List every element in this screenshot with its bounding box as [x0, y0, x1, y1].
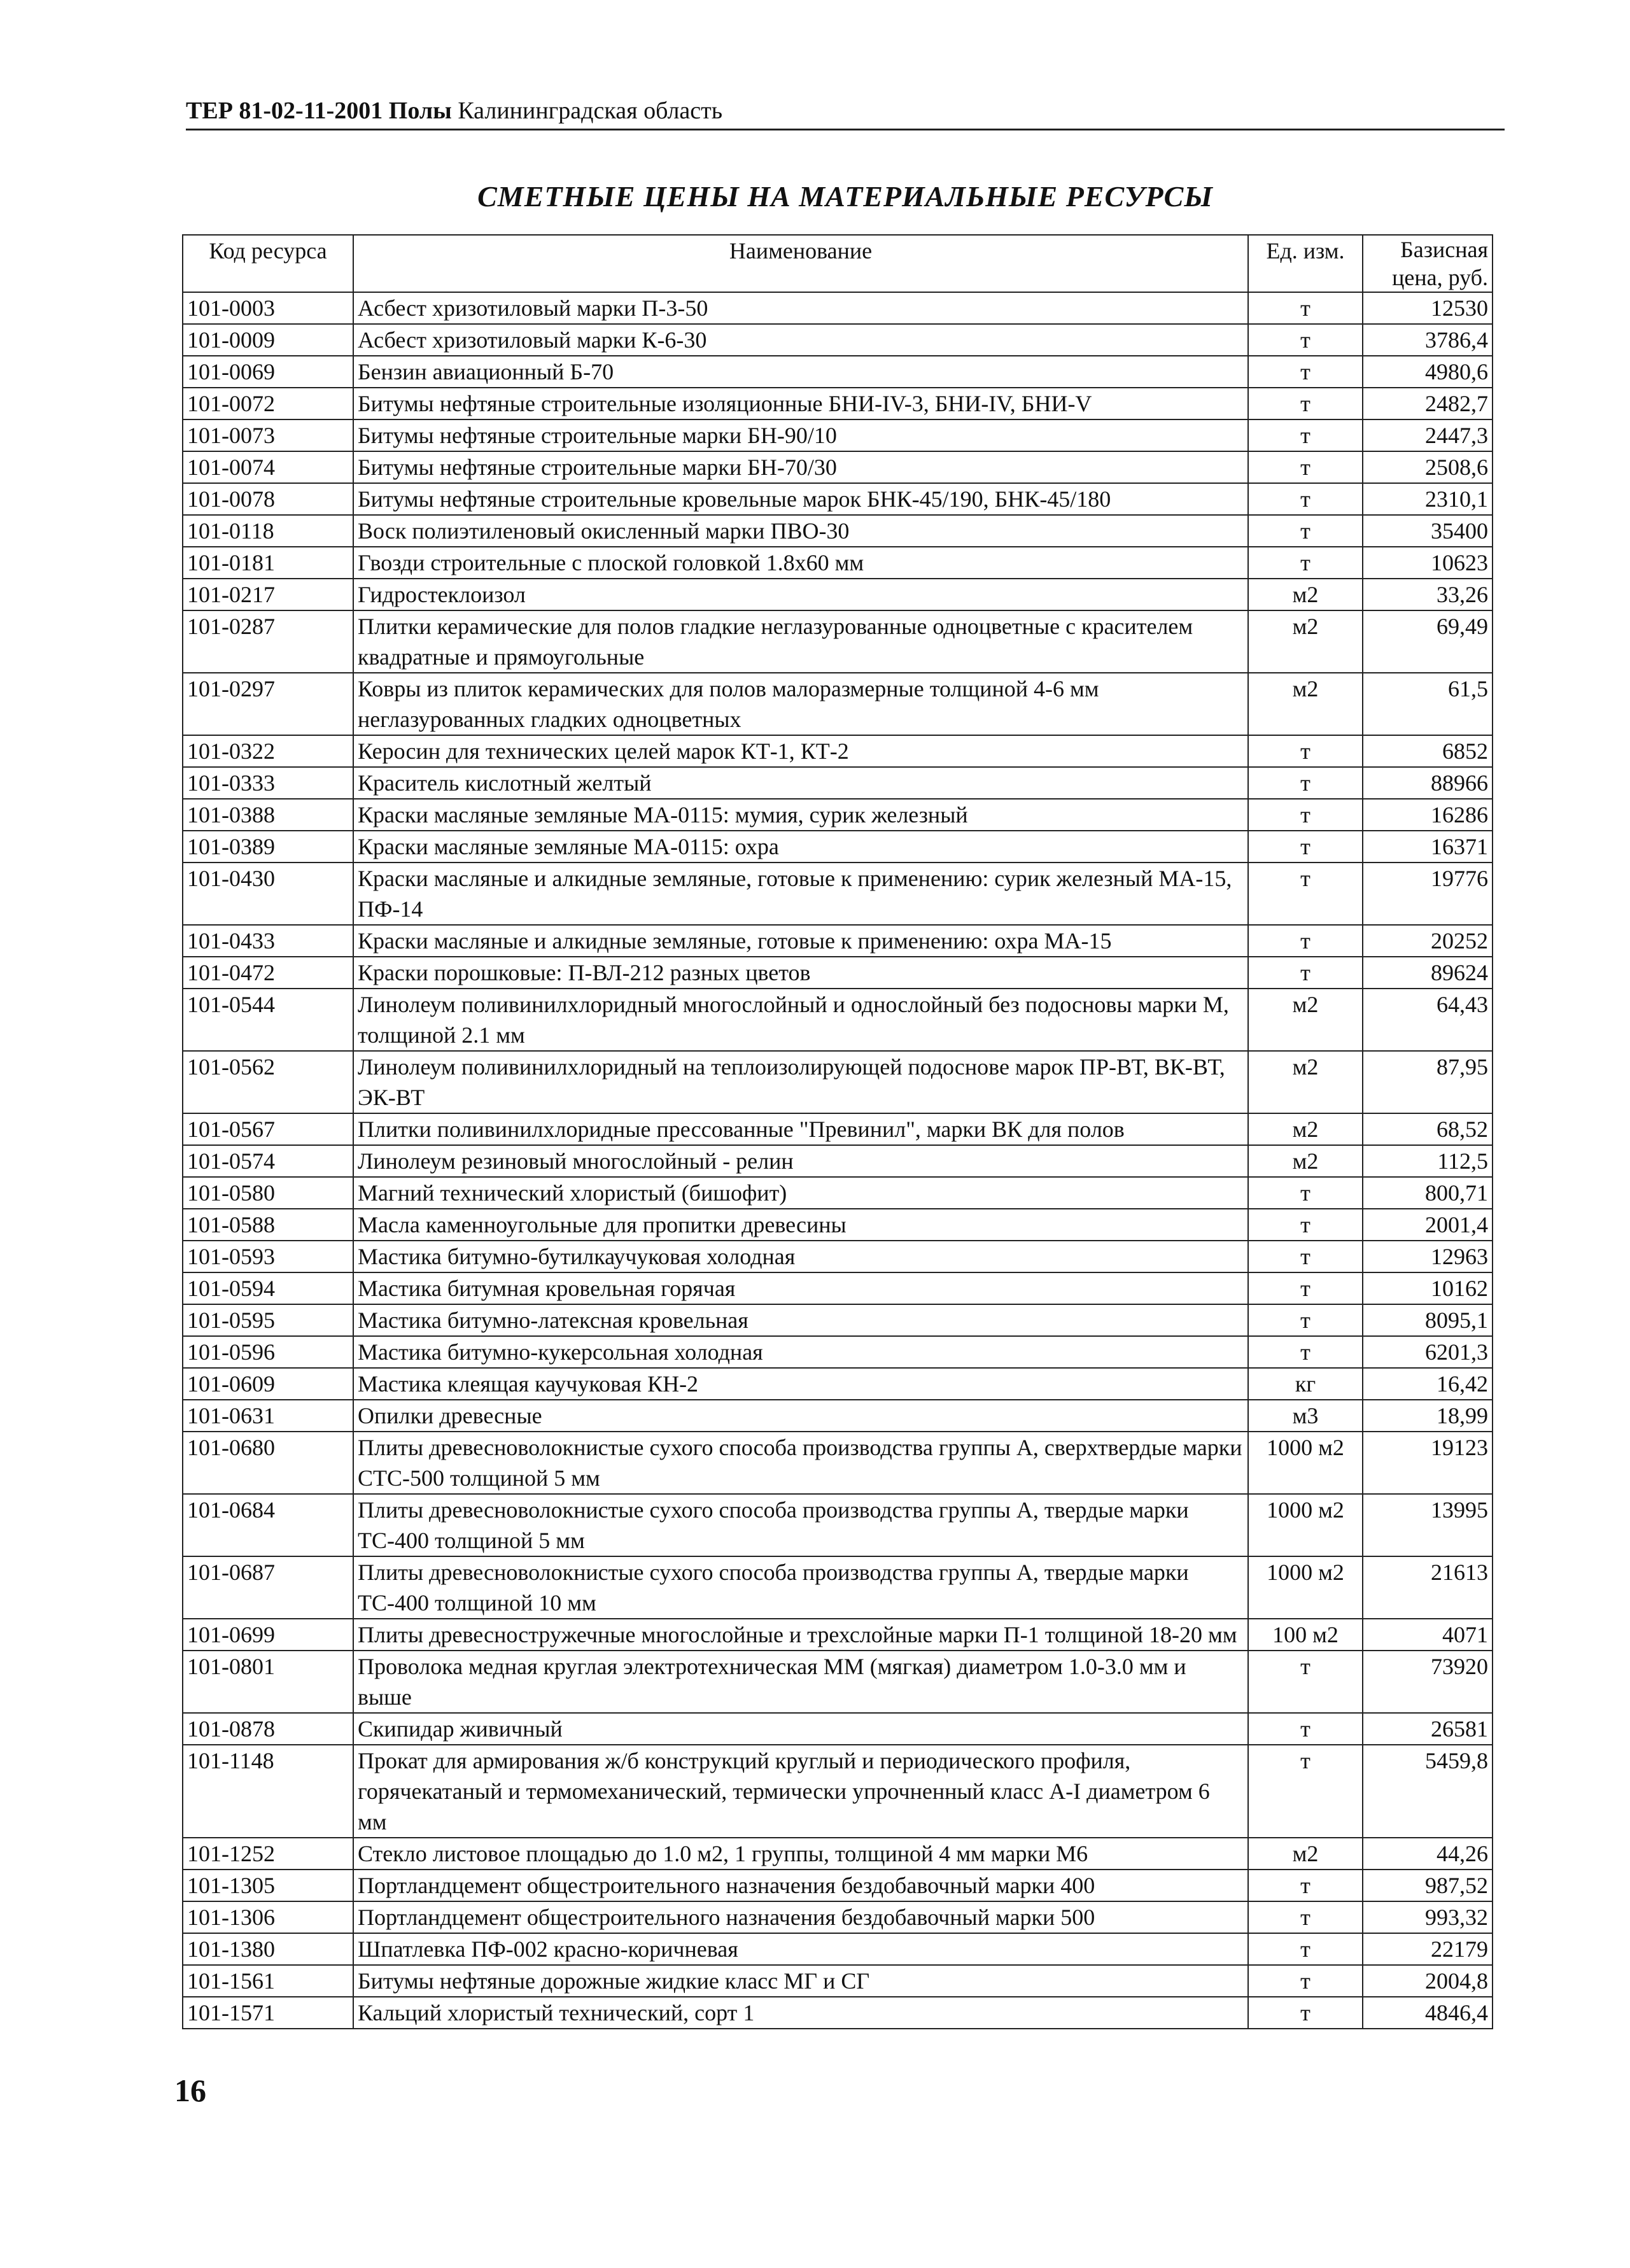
- unit-cell: т: [1248, 483, 1363, 515]
- resource-code-cell: 101-0430: [183, 863, 353, 925]
- table-row: [183, 767, 1493, 799]
- table-row: [183, 1145, 1493, 1177]
- resource-code-cell: 101-0609: [183, 1368, 353, 1400]
- price-cell: 68,52: [1363, 1113, 1493, 1145]
- unit-cell: 100 м2: [1248, 1619, 1363, 1651]
- unit-cell: кг: [1248, 1368, 1363, 1400]
- resource-code-cell: 101-1305: [183, 1870, 353, 1901]
- table-row: [183, 1745, 1493, 1838]
- unit-cell: м2: [1248, 579, 1363, 610]
- resource-name-cell: Гидростеклоизол: [353, 579, 1248, 610]
- price-cell: 10623: [1363, 547, 1493, 579]
- price-cell: 4071: [1363, 1619, 1493, 1651]
- resource-name-cell: Ковры из плиток керамических для полов малоразмерные толщиной 4-6 мм неглазурованных гладких одноцветных: [353, 673, 1248, 735]
- table-row: [183, 579, 1493, 610]
- resource-name-cell: Керосин для технических целей марок КТ-1, КТ-2: [353, 735, 1248, 767]
- price-cell: 22179: [1363, 1933, 1493, 1965]
- resource-name-cell: Мастика битумно-бутилкаучуковая холодная: [353, 1241, 1248, 1272]
- resource-name-cell: Магний технический хлористый (бишофит): [353, 1177, 1248, 1209]
- price-cell: 2310,1: [1363, 483, 1493, 515]
- resource-name-cell: Масла каменноугольные для пропитки древесины: [353, 1209, 1248, 1241]
- unit-cell: т: [1248, 1901, 1363, 1933]
- resource-name-cell: Портландцемент общестроительного назначения бездобавочный марки 400: [353, 1870, 1248, 1901]
- resource-code-cell: 101-1252: [183, 1838, 353, 1870]
- price-cell: 2001,4: [1363, 1209, 1493, 1241]
- unit-cell: т: [1248, 356, 1363, 388]
- table-row: [183, 292, 1493, 324]
- resource-name-cell: Шпатлевка ПФ-002 красно-коричневая: [353, 1933, 1248, 1965]
- unit-cell: т: [1248, 799, 1363, 831]
- resource-name-cell: Краски порошковые: П-ВЛ-212 разных цветов: [353, 957, 1248, 989]
- unit-cell: 1000 м2: [1248, 1494, 1363, 1556]
- unit-cell: т: [1248, 1177, 1363, 1209]
- resource-code-cell: 101-0333: [183, 767, 353, 799]
- price-cell: 87,95: [1363, 1051, 1493, 1113]
- column-header-name: Наименование: [353, 235, 1248, 292]
- table-row: [183, 483, 1493, 515]
- resource-code-cell: 101-0801: [183, 1651, 353, 1713]
- resource-code-cell: 101-0699: [183, 1619, 353, 1651]
- resource-name-cell: Краски масляные и алкидные земляные, готовые к применению: охра МА-15: [353, 925, 1248, 957]
- resource-code-cell: 101-0687: [183, 1556, 353, 1619]
- price-cell: 26581: [1363, 1713, 1493, 1745]
- unit-cell: т: [1248, 925, 1363, 957]
- unit-cell: т: [1248, 1651, 1363, 1713]
- table-row: [183, 735, 1493, 767]
- resource-code-cell: 101-1561: [183, 1965, 353, 1997]
- resource-code-cell: 101-0322: [183, 735, 353, 767]
- resource-code-cell: 101-0596: [183, 1336, 353, 1368]
- unit-cell: т: [1248, 1870, 1363, 1901]
- resource-name-cell: Битумы нефтяные строительные марки БН-90/10: [353, 419, 1248, 451]
- table-row: [183, 673, 1493, 735]
- resource-name-cell: Бензин авиационный Б-70: [353, 356, 1248, 388]
- resource-code-cell: 101-0009: [183, 324, 353, 356]
- price-cell: 35400: [1363, 515, 1493, 547]
- resource-name-cell: Воск полиэтиленовый окисленный марки ПВО-30: [353, 515, 1248, 547]
- resource-name-cell: Кальций хлористый технический, сорт 1: [353, 1997, 1248, 2029]
- resource-name-cell: Проволока медная круглая электротехническая ММ (мягкая) диаметром 1.0-3.0 мм и выше: [353, 1651, 1248, 1713]
- unit-cell: т: [1248, 831, 1363, 863]
- resource-code-cell: 101-0580: [183, 1177, 353, 1209]
- price-cell: 4980,6: [1363, 356, 1493, 388]
- price-cell: 16371: [1363, 831, 1493, 863]
- unit-cell: т: [1248, 292, 1363, 324]
- resource-code-cell: 101-0593: [183, 1241, 353, 1272]
- region-name: Калининградская область: [458, 97, 723, 124]
- resource-name-cell: Битумы нефтяные строительные марки БН-70/30: [353, 451, 1248, 483]
- resource-price-table: [182, 234, 1493, 2029]
- resource-name-cell: Линолеум резиновый многослойный - релин: [353, 1145, 1248, 1177]
- table-row: [183, 1997, 1493, 2029]
- price-cell: 21613: [1363, 1556, 1493, 1619]
- resource-name-cell: Линолеум поливинилхлоридный многослойный и однослойный без подосновы марки М, толщиной 2.1 мм: [353, 989, 1248, 1051]
- resource-code-cell: 101-0217: [183, 579, 353, 610]
- table-row: [183, 1336, 1493, 1368]
- unit-cell: т: [1248, 1713, 1363, 1745]
- table-row: [183, 1494, 1493, 1556]
- unit-cell: т: [1248, 547, 1363, 579]
- resource-code-cell: 101-0072: [183, 388, 353, 419]
- resource-code-cell: 101-0389: [183, 831, 353, 863]
- resource-name-cell: Гвозди строительные с плоской головкой 1.8x60 мм: [353, 547, 1248, 579]
- table-row: [183, 1432, 1493, 1494]
- resource-code-cell: 101-0003: [183, 292, 353, 324]
- unit-cell: м2: [1248, 673, 1363, 735]
- price-cell: 12963: [1363, 1241, 1493, 1272]
- table-row: [183, 1209, 1493, 1241]
- table-row: [183, 1113, 1493, 1145]
- price-cell: 33,26: [1363, 579, 1493, 610]
- resource-name-cell: Плиты древесноволокнистые сухого способа производства группы А, сверхтвердые марки СТС-500 толщиной 5 мм: [353, 1432, 1248, 1494]
- resource-code-cell: 101-0078: [183, 483, 353, 515]
- resource-name-cell: Краситель кислотный желтый: [353, 767, 1248, 799]
- resource-code-cell: 101-0472: [183, 957, 353, 989]
- page-number: 16: [174, 2073, 206, 2108]
- resource-name-cell: Плитки керамические для полов гладкие неглазурованные одноцветные с красителем квадратные и прямоугольные: [353, 610, 1248, 673]
- table-header-row: [183, 235, 1493, 292]
- resource-name-cell: Плиты древесностружечные многослойные и трехслойные марки П-1 толщиной 18-20 мм: [353, 1619, 1248, 1651]
- table-row: [183, 1933, 1493, 1965]
- resource-name-cell: Битумы нефтяные дорожные жидкие класс МГ и СГ: [353, 1965, 1248, 1997]
- price-cell: 993,32: [1363, 1901, 1493, 1933]
- resource-name-cell: Плиты древесноволокнистые сухого способа производства группы А, твердые марки ТС-400 толщиной 5 мм: [353, 1494, 1248, 1556]
- price-cell: 18,99: [1363, 1400, 1493, 1432]
- resource-code-cell: 101-1380: [183, 1933, 353, 1965]
- resource-name-cell: Мастика клеящая каучуковая КН-2: [353, 1368, 1248, 1400]
- table-row: [183, 957, 1493, 989]
- resource-name-cell: Асбест хризотиловый марки П-3-50: [353, 292, 1248, 324]
- price-cell: 64,43: [1363, 989, 1493, 1051]
- resource-name-cell: Мастика битумно-кукерсольная холодная: [353, 1336, 1248, 1368]
- price-cell: 16,42: [1363, 1368, 1493, 1400]
- resource-name-cell: Стекло листовое площадью до 1.0 м2, 1 группы, толщиной 4 мм марки М6: [353, 1838, 1248, 1870]
- table-row: [183, 1556, 1493, 1619]
- unit-cell: т: [1248, 863, 1363, 925]
- price-cell: 16286: [1363, 799, 1493, 831]
- resource-name-cell: Линолеум поливинилхлоридный на теплоизолирующей подоснове марок ПР-ВТ, ВК-ВТ, ЭК-ВТ: [353, 1051, 1248, 1113]
- table-row: [183, 419, 1493, 451]
- resource-code-cell: 101-0588: [183, 1209, 353, 1241]
- unit-cell: м2: [1248, 1145, 1363, 1177]
- resource-code-cell: 101-0544: [183, 989, 353, 1051]
- resource-code-cell: 101-0684: [183, 1494, 353, 1556]
- price-cell: 69,49: [1363, 610, 1493, 673]
- table-row: [183, 1901, 1493, 1933]
- price-cell: 5459,8: [1363, 1745, 1493, 1838]
- table-row: [183, 831, 1493, 863]
- resource-code-cell: 101-0118: [183, 515, 353, 547]
- price-cell: 800,71: [1363, 1177, 1493, 1209]
- price-cell: 89624: [1363, 957, 1493, 989]
- table-row: [183, 863, 1493, 925]
- resource-code-cell: 101-0181: [183, 547, 353, 579]
- resource-name-cell: Плитки поливинилхлоридные прессованные "Превинил", марки ВК для полов: [353, 1113, 1248, 1145]
- unit-cell: т: [1248, 324, 1363, 356]
- table-row: [183, 925, 1493, 957]
- table-row: [183, 547, 1493, 579]
- price-cell: 2508,6: [1363, 451, 1493, 483]
- price-cell: 61,5: [1363, 673, 1493, 735]
- table-row: [183, 1051, 1493, 1113]
- price-cell: 88966: [1363, 767, 1493, 799]
- unit-cell: т: [1248, 957, 1363, 989]
- price-cell: 19123: [1363, 1432, 1493, 1494]
- unit-cell: м2: [1248, 989, 1363, 1051]
- table-row: [183, 515, 1493, 547]
- resource-name-cell: Плиты древесноволокнистые сухого способа производства группы А, твердые марки ТС-400 толщиной 10 мм: [353, 1556, 1248, 1619]
- resource-code-cell: 101-0567: [183, 1113, 353, 1145]
- resource-code-cell: 101-0297: [183, 673, 353, 735]
- resource-code-cell: 101-1571: [183, 1997, 353, 2029]
- resource-code-cell: 101-1306: [183, 1901, 353, 1933]
- price-cell: 73920: [1363, 1651, 1493, 1713]
- table-row: [183, 388, 1493, 419]
- unit-cell: т: [1248, 767, 1363, 799]
- table-row: [183, 610, 1493, 673]
- table-row: [183, 1870, 1493, 1901]
- table-row: [183, 1272, 1493, 1304]
- table-row: [183, 1965, 1493, 1997]
- price-cell: 112,5: [1363, 1145, 1493, 1177]
- unit-cell: т: [1248, 1336, 1363, 1368]
- table-row: [183, 1619, 1493, 1651]
- price-cell: 987,52: [1363, 1870, 1493, 1901]
- table-row: [183, 1177, 1493, 1209]
- table-body: [183, 292, 1493, 2029]
- resource-name-cell: Краски масляные земляные МА-0115: охра: [353, 831, 1248, 863]
- resource-name-cell: Краски масляные земляные МА-0115: мумия, сурик железный: [353, 799, 1248, 831]
- price-cell: 44,26: [1363, 1838, 1493, 1870]
- column-header-price: Базисная цена, руб.: [1363, 235, 1493, 292]
- unit-cell: 1000 м2: [1248, 1556, 1363, 1619]
- resource-name-cell: Битумы нефтяные строительные изоляционные БНИ-IV-3, БНИ-IV, БНИ-V: [353, 388, 1248, 419]
- resource-code-cell: 101-0595: [183, 1304, 353, 1336]
- table-row: [183, 1241, 1493, 1272]
- unit-cell: т: [1248, 1965, 1363, 1997]
- price-cell: 2482,7: [1363, 388, 1493, 419]
- page-header: [186, 93, 1505, 130]
- resource-code-cell: 101-0574: [183, 1145, 353, 1177]
- resource-name-cell: Асбест хризотиловый марки К-6-30: [353, 324, 1248, 356]
- unit-cell: т: [1248, 451, 1363, 483]
- price-cell: 6201,3: [1363, 1336, 1493, 1368]
- price-cell: 3786,4: [1363, 324, 1493, 356]
- table-row: [183, 324, 1493, 356]
- resource-name-cell: Портландцемент общестроительного назначения бездобавочный марки 500: [353, 1901, 1248, 1933]
- resource-code-cell: 101-0878: [183, 1713, 353, 1745]
- unit-cell: т: [1248, 1997, 1363, 2029]
- resource-code-cell: 101-0287: [183, 610, 353, 673]
- resource-name-cell: Мастика битумно-латексная кровельная: [353, 1304, 1248, 1336]
- unit-cell: т: [1248, 419, 1363, 451]
- unit-cell: м3: [1248, 1400, 1363, 1432]
- unit-cell: т: [1248, 1272, 1363, 1304]
- table-row: [183, 1400, 1493, 1432]
- resource-name-cell: Мастика битумная кровельная горячая: [353, 1272, 1248, 1304]
- resource-code-cell: 101-0073: [183, 419, 353, 451]
- unit-cell: т: [1248, 1745, 1363, 1838]
- resource-code-cell: 101-0680: [183, 1432, 353, 1494]
- unit-cell: м2: [1248, 1838, 1363, 1870]
- resource-name-cell: Прокат для армирования ж/б конструкций круглый и периодического профиля, горячекатаный и термомеханический, термически упрочненный класс А-I диаметром 6 мм: [353, 1745, 1248, 1838]
- table-row: [183, 799, 1493, 831]
- table-row: [183, 1713, 1493, 1745]
- price-cell: 13995: [1363, 1494, 1493, 1556]
- table-row: [183, 989, 1493, 1051]
- resource-code-cell: 101-0388: [183, 799, 353, 831]
- unit-cell: т: [1248, 1933, 1363, 1965]
- table-row: [183, 451, 1493, 483]
- unit-cell: т: [1248, 1209, 1363, 1241]
- unit-cell: 1000 м2: [1248, 1432, 1363, 1494]
- resource-code-cell: 101-0562: [183, 1051, 353, 1113]
- price-cell: 6852: [1363, 735, 1493, 767]
- table-row: [183, 1368, 1493, 1400]
- resource-code-cell: 101-0433: [183, 925, 353, 957]
- price-cell: 20252: [1363, 925, 1493, 957]
- table-row: [183, 1651, 1493, 1713]
- document-title: СМЕТНЫЕ ЦЕНЫ НА МАТЕРИАЛЬНЫЕ РЕСУРСЫ: [477, 180, 1213, 213]
- resource-code-cell: 101-0069: [183, 356, 353, 388]
- table-row: [183, 1304, 1493, 1336]
- price-cell: 4846,4: [1363, 1997, 1493, 2029]
- unit-cell: т: [1248, 1241, 1363, 1272]
- resource-code-cell: 101-1148: [183, 1745, 353, 1838]
- unit-cell: т: [1248, 515, 1363, 547]
- resource-name-cell: Краски масляные и алкидные земляные, готовые к применению: сурик железный МА-15, ПФ-14: [353, 863, 1248, 925]
- unit-cell: м2: [1248, 1051, 1363, 1113]
- resource-code-cell: 101-0074: [183, 451, 353, 483]
- document-code: ТЕР 81-02-11-2001 Полы: [186, 97, 452, 124]
- unit-cell: м2: [1248, 1113, 1363, 1145]
- resource-code-cell: 101-0631: [183, 1400, 353, 1432]
- price-cell: 8095,1: [1363, 1304, 1493, 1336]
- price-cell: 2004,8: [1363, 1965, 1493, 1997]
- resource-code-cell: 101-0594: [183, 1272, 353, 1304]
- unit-cell: м2: [1248, 610, 1363, 673]
- table-row: [183, 356, 1493, 388]
- table-row: [183, 1838, 1493, 1870]
- price-cell: 19776: [1363, 863, 1493, 925]
- unit-cell: т: [1248, 1304, 1363, 1336]
- unit-cell: т: [1248, 388, 1363, 419]
- price-cell: 10162: [1363, 1272, 1493, 1304]
- resource-name-cell: Битумы нефтяные строительные кровельные марок БНК-45/190, БНК-45/180: [353, 483, 1248, 515]
- price-cell: 12530: [1363, 292, 1493, 324]
- resource-name-cell: Скипидар живичный: [353, 1713, 1248, 1745]
- column-header-unit: Ед. изм.: [1248, 235, 1363, 292]
- unit-cell: т: [1248, 735, 1363, 767]
- resource-name-cell: Опилки древесные: [353, 1400, 1248, 1432]
- column-header-code: Код ресурса: [183, 235, 353, 292]
- price-cell: 2447,3: [1363, 419, 1493, 451]
